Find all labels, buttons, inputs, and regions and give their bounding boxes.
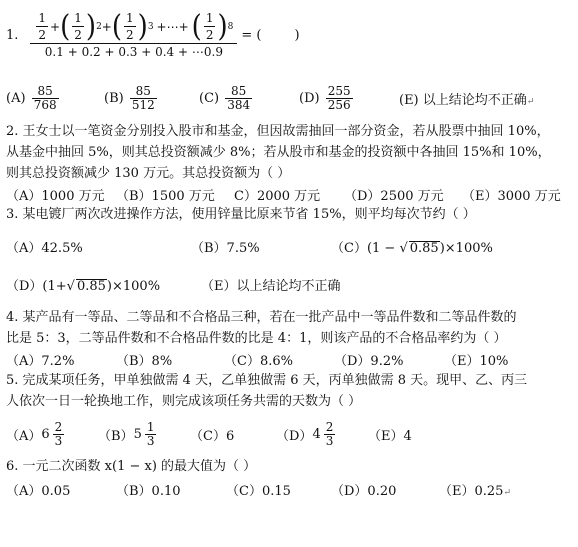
option-d: （D）0.20 (331, 483, 397, 499)
option-e: （E）以上结论均不正确 (201, 278, 341, 294)
question-6 (6, 456, 572, 501)
option-d: （D）2500 万元 (344, 189, 444, 204)
option-b: （B）8% (116, 354, 173, 369)
question-text-line: 从基金中抽回 5%，则其总投资额减少 8%；若从股市和基金的投资额中各抽回 15%和 10%， (6, 145, 551, 160)
question-text-line: 4. 某产品有一等品、二等品和不合格品三种，若在一批产品中一等品件数和二等品件数的 (6, 310, 517, 325)
question-1-options (6, 78, 572, 118)
option-d: （D）9.2% (334, 354, 404, 369)
option-a: （A）42.5% (6, 240, 83, 256)
big-fraction (32, 10, 235, 60)
question-4-options (6, 349, 572, 370)
answer-blank: = ( ) (241, 27, 300, 43)
option-e: (E) 以上结论均不正确↵ (399, 92, 535, 108)
question-3-options-row-2 (6, 272, 572, 296)
option-e: （E）0.25↵ (439, 483, 511, 499)
option-d: (D) $\frac{255}{256}$ (299, 83, 351, 112)
option-b: （B）7.5% (191, 240, 260, 256)
question-1 (6, 4, 572, 66)
question-text-line: 比是 5：3，二等品件数和不合格品件数的比是 4：1，则该产品的不合格品率约为（ ） (6, 331, 507, 346)
question-3-options-row-1 (6, 234, 572, 258)
question-text-line: 人依次一日一轮换地工作，则完成该项任务共需的天数为（ ） (6, 394, 362, 409)
option-e: （E）3000 万元 (462, 189, 561, 204)
option-c: (C) $\frac{85}{384}$ (199, 83, 251, 112)
question-text-line: 6. 一元二次函数 x(1 − x) 的最大值为（ ） (6, 459, 257, 474)
option-e: （E）4 (368, 428, 412, 444)
option-c: （C）8.6% (224, 354, 293, 369)
option-b: （B）0.10 (116, 483, 181, 499)
question-3 (6, 204, 572, 225)
option-c: （C）(1 − √ 0.85)×100% (331, 240, 493, 256)
option-a: （A）1000 万元 (6, 189, 105, 204)
question-text-line: 则其总投资额减少 130 万元。其总投资额为（ ） (6, 166, 291, 181)
question-2 (6, 121, 572, 205)
question-5-options (6, 414, 572, 454)
question-2-options (6, 184, 572, 205)
numerator: $\frac{1}{2}$ + ( $\frac{1}{2}$ ) 2 + ( $\frac{1}{2}$ ) 3 +⋯+ ( $\frac{1}{2}$ ) 8 (38, 9, 234, 44)
denominator: 0.1 + 0.2 + 0.3 + 0.4 + ⋯0.9 (30, 43, 237, 60)
option-a: （A）0.05 (6, 483, 71, 499)
option-e: （E）10% (444, 354, 509, 369)
option-c: （C）0.15 (226, 483, 291, 499)
question-text-line: 5. 完成某项任务，甲单独做需 4 天，乙单独做需 6 天，丙单独做需 8 天。现甲、乙、丙三 (6, 373, 528, 388)
option-a: （A） 6 $\frac{2}{3}$ (6, 419, 63, 448)
question-5 (6, 370, 572, 412)
option-b: (B) $\frac{85}{512}$ (104, 83, 155, 112)
option-d: （D） 4 $\frac{2}{3}$ (276, 419, 334, 448)
option-a: （A）7.2% (6, 354, 75, 369)
option-a: (A) $\frac{85}{768}$ (6, 83, 57, 112)
option-b: （B）1500 万元 (116, 189, 215, 204)
question-number: 1. (6, 27, 19, 43)
question-4 (6, 307, 572, 370)
question-text-line: 3. 某电镀厂两次改进操作方法，使用锌量比原来节省 15%，则平均每次节约（ ） (6, 207, 476, 222)
option-b: （B） 5 $\frac{1}{3}$ (98, 419, 155, 448)
option-c: （C）6 (190, 428, 235, 444)
option-d: （D）(1+√ 0.85)×100% (6, 278, 161, 294)
question-text-line: 2. 王女士以一笔资金分别投入股市和基金，但因故需抽回一部分资金，若从股票中抽回 10%， (6, 124, 550, 139)
option-c: C）2000 万元 (234, 189, 321, 204)
question-6-options (6, 477, 572, 501)
